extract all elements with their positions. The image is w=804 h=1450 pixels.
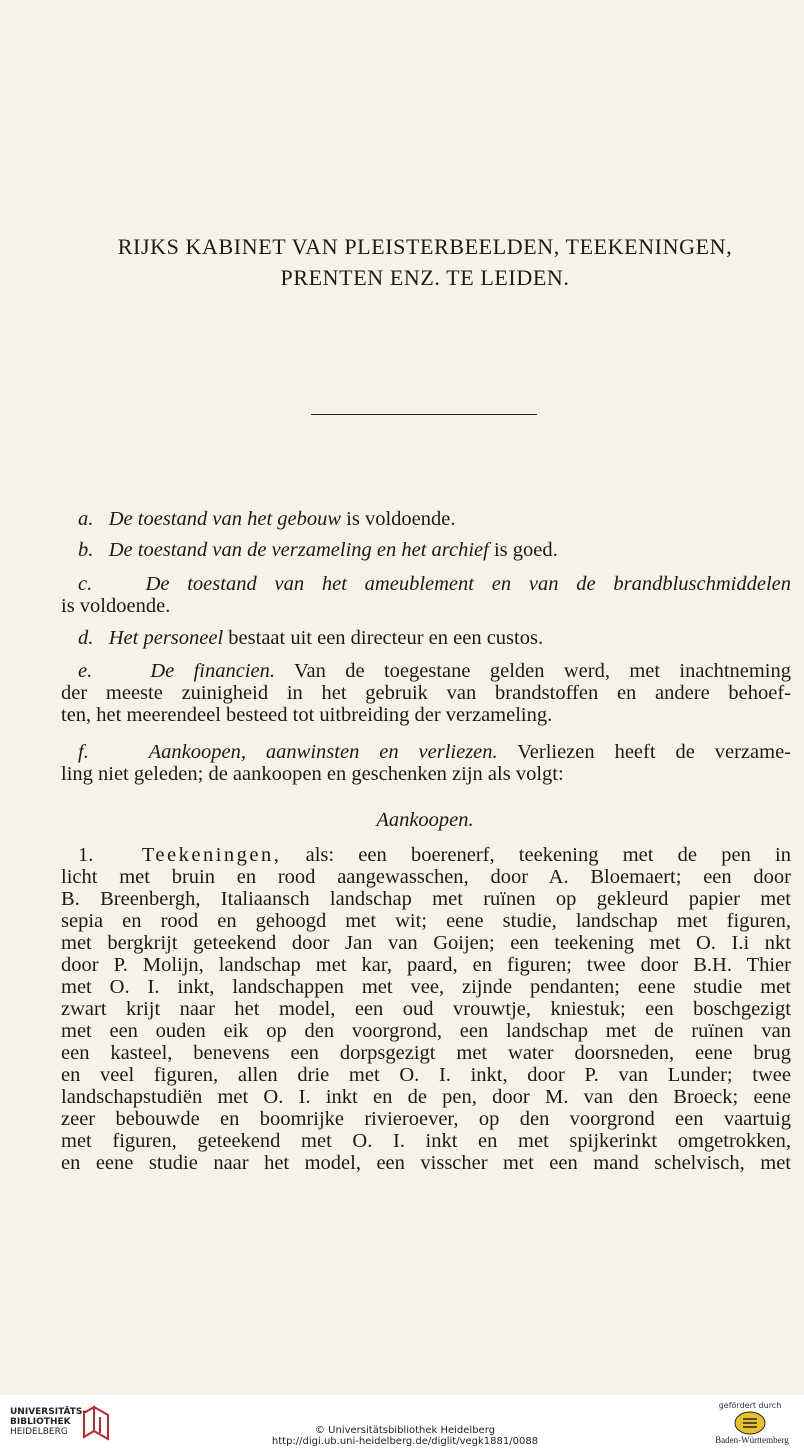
library-name-line-1: UNIVERSITÄTS- (10, 1407, 87, 1417)
paragraph-text: als: een boerenerf, teekening met de pen in (305, 844, 792, 866)
paragraph-text: der meeste zuinigheid in het gebruik van brandstoffen en andere behoef- (61, 682, 791, 704)
library-name-line-3: HEIDELBERG (10, 1427, 68, 1437)
paragraph-line: zwart krijt naar het model, een oud vrouwtje, kniestuk; een boschgezigt (61, 998, 791, 1020)
item-spaced-heading: Teekeningen, (141, 844, 282, 866)
library-name-line-2: BIBLIOTHEK (10, 1417, 71, 1427)
paragraph-italic-text: Aankoopen, aanwinsten en verliezen. (148, 741, 498, 763)
copyright-text: © Universitätsbibliothek Heidelberg (314, 1425, 495, 1436)
paragraph-a (61, 508, 791, 530)
paragraph-line: door P. Molijn, landschap met kar, paard, en figuren; twee door B.H. Thier (61, 954, 791, 976)
page-title-line-1: RIJKS KABINET VAN PLEISTERBEELDEN, TEEKENINGEN, (117, 234, 733, 259)
paragraph-line: met O. I. inkt, landschappen met vee, zijnde pendanten; eene studie met (61, 976, 791, 998)
paragraph-line: licht met bruin en rood aangewasschen, door A. Bloemaert; een door (61, 866, 791, 888)
paragraph-line: en veel figuren, allen drie met O. I. inkt, door P. van Lunder; twee (61, 1064, 791, 1086)
sponsor-label: gefördert durch (718, 1401, 782, 1410)
coat-of-arms-icon (733, 1411, 767, 1435)
paragraph-e (61, 660, 791, 726)
paragraph-line: met bergkrijt geteekend door Jan van Goijen; een teekening met O. I.i nkt (61, 932, 791, 954)
paragraph-text: is voldoende. (61, 595, 171, 617)
source-url[interactable]: http://digi.ub.uni-heidelberg.de/diglit/vegk1881/0088 (271, 1436, 539, 1447)
paragraph-italic-text: De toestand van het ameublement en van de brandbluschmiddelen (145, 573, 791, 595)
paragraph-line: met een ouden eik op den voorgrond, een landschap met de ruïnen van (61, 1020, 791, 1042)
paragraph-label: a. (78, 508, 94, 530)
library-mark-icon (80, 1403, 114, 1443)
paragraph-label: c. (78, 573, 93, 595)
paragraph-italic-text: De toestand van de verzameling en het archief (108, 539, 489, 561)
paragraph-line: en eene studie naar het model, een visscher met een mand schelvisch, met (61, 1152, 791, 1174)
paragraph-f (61, 741, 791, 785)
paragraph-line: met figuren, geteekend met O. I. inkt en met spijkerinkt omgetrokken, (61, 1130, 791, 1152)
paragraph-c (61, 573, 791, 617)
paragraph-line: landschapstudiën met O. I. inkt en de pen, door M. van den Broeck; eene (61, 1086, 791, 1108)
paragraph-text: bestaat uit een directeur en een custos. (228, 627, 544, 649)
paragraph-text: is goed. (493, 539, 558, 561)
paragraph-label: d. (78, 627, 94, 649)
paragraph-label: e. (78, 660, 93, 682)
paragraph-line: sepia en rood en gehoogd met wit; eene studie, landschap met figuren, (61, 910, 791, 932)
paragraph-text: is voldoende. (346, 508, 456, 530)
paragraph-line: zeer bebouwde en boomrijke rivieroever, op den voorgrond een vaartuig (61, 1108, 791, 1130)
paragraph-b (61, 539, 791, 561)
page-title-line-2: PRENTEN ENZ. TE LEIDEN. (280, 265, 570, 290)
paragraph-item-1 (61, 844, 791, 1174)
library-logo (10, 1407, 87, 1437)
paragraph-italic-text: De toestand van het gebouw (108, 508, 342, 530)
paragraph-italic-text: De financien. (150, 660, 276, 682)
paragraph-text: ling niet geleden; de aankoopen en geschenken zijn als volgt: (61, 763, 564, 785)
item-number: 1. (78, 844, 94, 866)
section-subheading: Aankoopen. (376, 809, 474, 831)
paragraph-line: B. Breenbergh, Italiaansch landschap met ruïnen op gekleurd papier met (61, 888, 791, 910)
copyright-notice (240, 1425, 570, 1447)
sponsor-name: Baden-Württemberg (715, 1435, 789, 1445)
digitization-footer (0, 1395, 804, 1450)
title-divider (311, 414, 537, 415)
paragraph-text: Verliezen heeft de verzame- (517, 741, 792, 763)
paragraph-d (61, 627, 791, 649)
paragraph-text: Van de toegestane gelden werd, met inachtneming (294, 660, 792, 682)
paragraph-label: f. (78, 741, 89, 763)
paragraph-label: b. (78, 539, 94, 561)
paragraph-text: ten, het meerendeel besteed tot uitbreiding der verzameling. (61, 704, 553, 726)
paragraph-italic-text: Het personeel (108, 627, 224, 649)
paragraph-line: een kasteel, benevens een dorpsgezigt met water doorsneden, eene brug (61, 1042, 791, 1064)
